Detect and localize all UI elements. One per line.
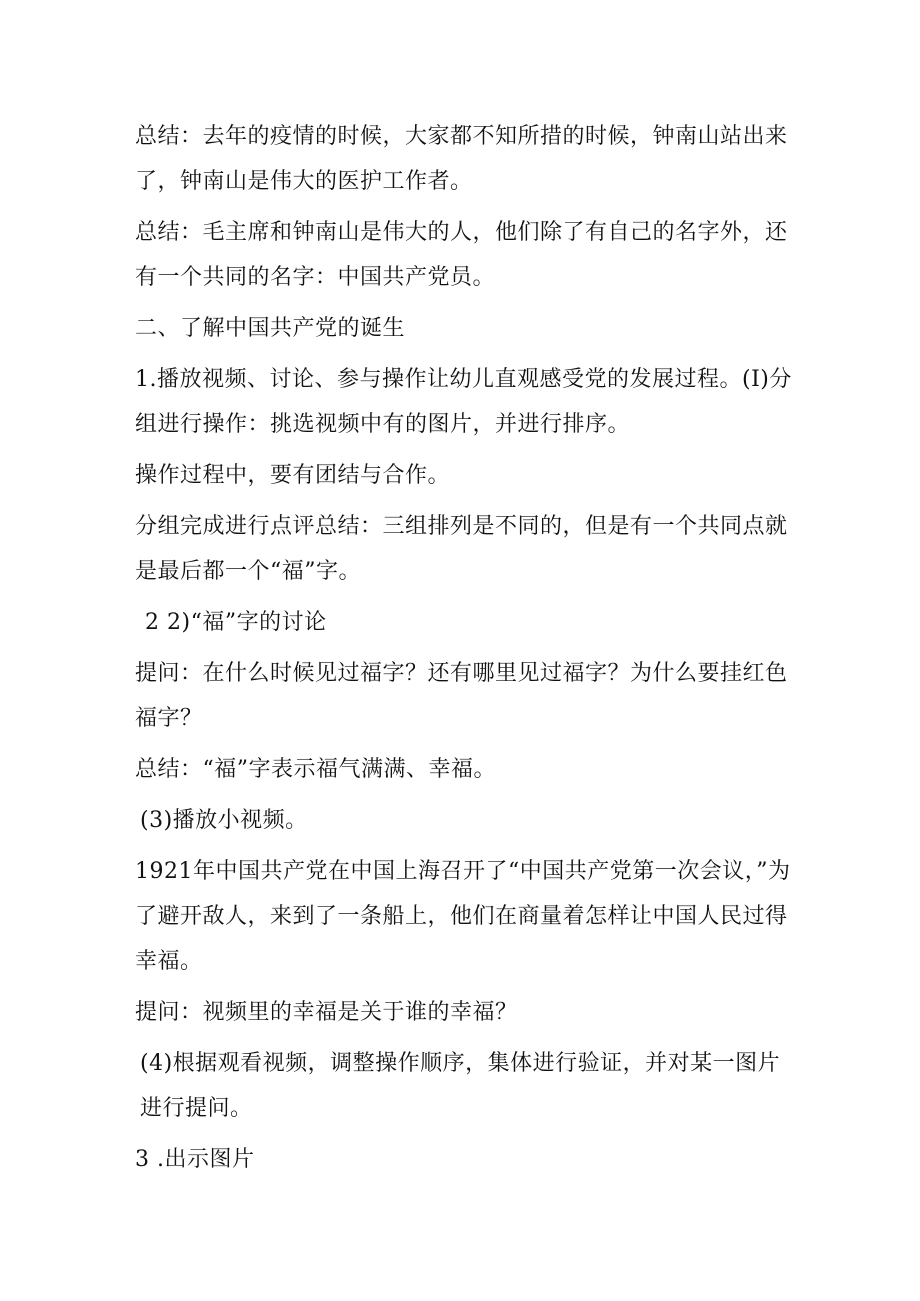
paragraph-summary-zhong-nanshan: 总结：去年的疫情的时候，大家都不知所措的时候，钟南山站出来了，钟南山是伟大的医护工作者。 [135,124,788,194]
paragraph-show-pictures: 3 .出示图片 [135,1147,255,1172]
paragraph-play-video: (3)播放小视频。 [140,808,308,833]
paragraph-fu-discussion: 2 2)“福”字的讨论 [145,610,327,635]
paragraph-step-4: (4)根据观看视频，调整操作顺序，集体进行验证，并对某一图片进行提问。 [140,1051,781,1121]
section-heading-party-birth: 二、了解中国共产党的诞生 [135,316,406,341]
paragraph-step-1: 1.播放视频、讨论、参与操作让幼儿直观感受党的发展过程。(I)分组进行操作：挑选视频中有的图片，并进行排序。 [135,367,792,437]
paragraph-group-review: 分组完成进行点评总结：三组排列是不同的，但是有一个共同点就是最后都一个“福”字。 [135,514,788,584]
paragraph-summary-party-member: 总结：毛主席和钟南山是伟大的人，他们除了有自己的名字外，还有一个共同的名字：中国共产党员。 [135,220,788,290]
document-body [135,114,795,1182]
paragraph-summary-fu: 总结：“福”字表示福气满满、幸福。 [135,757,496,782]
paragraph-question-video: 提问：视频里的幸福是关于谁的幸福？ [135,1000,518,1025]
paragraph-question-fu: 提问：在什么时候见过福字？还有哪里见过福字？为什么要挂红色福字？ [135,661,788,731]
paragraph-1921-history: 1921年中国共产党在中国上海召开了“中国共产党第一次会议，”为了避开敌人，来到了一条船上，他们在商量着怎样让中国人民过得幸福。 [135,859,791,974]
paragraph-cooperation: 操作过程中，要有团结与合作。 [135,463,451,488]
